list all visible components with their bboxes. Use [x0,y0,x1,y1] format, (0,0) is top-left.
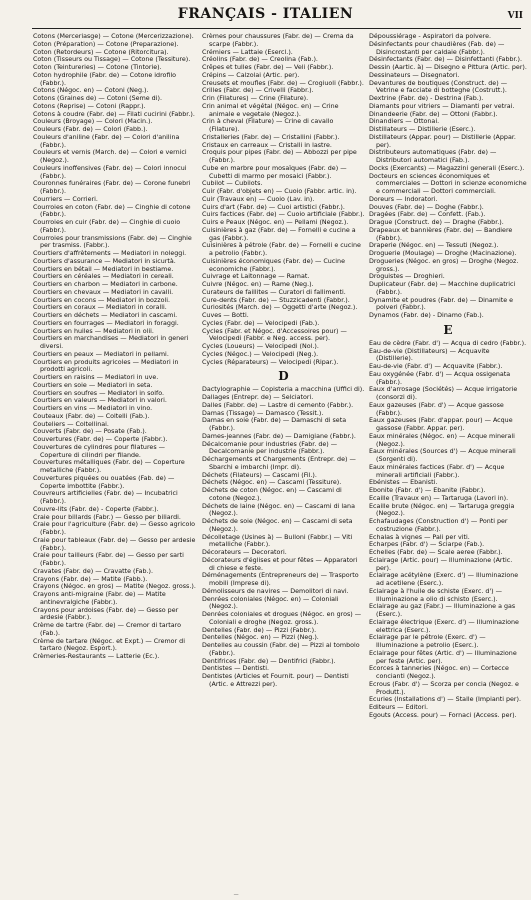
dictionary-entry: Denrées coloniales (Négoc. en) — Coloniali (Negoz.). [202,595,339,611]
dictionary-entry: Curiosités (March. de) — Oggetti d'arte (Negoz.). [202,304,358,312]
dictionary-entry: Eclairage acétylène (Exerc. d') — Illuminazione ad acetilene (Eserc.). [369,572,519,587]
dictionary-entry: Crayons (Fabr. de) — Matite (Fabb.). [33,575,148,583]
dictionary-entry: Couverts (Fabr. de) — Posate (Fab.). [33,428,147,436]
dictionary-entry: Dalles (Fabbr. de) — Lastre di cemento (Fabbr.). [202,401,354,409]
dictionary-entry: Crayons pour ardoises (Fabr. de) — Gesso per ardesie (Fabbr.). [33,606,179,622]
dictionary-entry: Ecrous (Fabr. d') — Scorza per concia (Negoz. e Produtt.). [369,680,519,696]
dictionary-entry: Dames-jeannes (Fabr. de) — Damigiane (Fabbr.). [202,432,356,440]
dictionary-entry: Dactylographie — Copisteria a macchina (Uffici di). [202,386,365,394]
dictionary-entry: Eclairage par le pétrole (Exerc. d') — Illuminazione a petrolio (Eserc.). [369,634,486,649]
dictionary-entry: Crépins — Calzolai (Artic. per). [202,71,300,79]
dictionary-entry: Cycles (Fabr. et Négoc. d'Accessoires pour) — Velocipedi (Fabbr. e Neg. access. per). [202,327,347,343]
header-rule [32,28,521,29]
dictionary-entry: Cotons (Merceriasge) — Cotone (Mercerizzazione). [33,33,194,40]
footer-mark: — [233,892,239,898]
dictionary-entry: Cuivrage et Laitonnage — Ramat. [202,273,310,281]
dictionary-entry: Courtiers en fourrages — Mediatori in foraggi. [33,319,179,327]
dictionary-entry: Cuves — Botti. [202,312,249,319]
column-left [33,33,196,886]
dictionary-entry: Eaux minérales (Sources d') — Acque minerali (Sorgenti di). [369,448,516,463]
dictionary-entry: Cuir (Fabr. d'objets en) — Cuoio (Fabbr. artic. in). [202,188,357,195]
dictionary-entry: Damas en soie (Fabr. de) — Damaschi di seta (Fabbr.). [202,417,347,432]
dictionary-entry: Courtiers en soie — Mediatori in seta. [33,381,153,389]
dictionary-entry: Coton (Teintureries) — Cotone (Tintorie). [33,64,162,71]
column-right [369,33,527,886]
dictionary-entry: Décolletage (Usines à) — Bulloni (Fabbr.) — Viti metalliche (Fabbr.). [202,533,353,549]
dictionary-entry: Cotons (Graines de) — Cotoni (Seme di). [33,95,162,102]
dictionary-entry: Dentifrices (Fabr. de) — Dentifrici (Fabbr.). [202,657,336,665]
dictionary-entry: Dessin (Aartic. à) — Disegno e Pittura (Artic. per). [369,64,527,71]
dictionary-entry: Craie pour billards (Fabr.) — Gesso per biliardi. [33,513,181,521]
dictionary-entry: Drague (Construct. de) — Draghe (Fabbr.). [369,219,504,226]
dictionary-entry: Courtiers en charbon — Mediatori in carbone. [33,281,178,288]
dictionary-entry: Docks (Exercants) — Magazzini generali (Eserc.). [369,164,525,172]
dictionary-entry: Crin animal et végétal (Négoc. en) — Crine animale e vegetale (Negoz.). [202,102,339,118]
dictionary-entry: Cuivre (Négoc. en) — Rame (Neg.). [202,281,314,288]
dictionary-entry: Eclairage électrique (Exerc. d') — Illuminazione elettrica (Eserc.). [369,618,519,634]
dictionary-entry: Crèmes pour chaussures (Fabr. de) — Crema da scarpe (Fabbr.). [202,33,354,48]
dictionary-entry: Ecuries (Installations d') — Stalle (Impianti per). [369,696,522,704]
dictionary-entry: Couleurs (Fabr. de) — Colori (Fabb.). [33,126,148,133]
section-letter: E [443,322,453,337]
dictionary-entry: Devantures de boutiques (Construct. de) — Vetrine e facciate di botteghe (Costrutt.). [369,79,508,95]
dictionary-entry: Courtiers en céréales — Mediatori in cereali. [33,273,174,281]
dictionary-entry: Cotons (Négoc. en) — Cotoni (Neg.). [33,87,149,95]
dictionary-entry: Déchets (Négoc. en) — Cascami (Tessiture). [202,479,342,487]
dictionary-entry: Echalas à vignes — Pali per viti. [369,533,470,541]
dictionary-entry: Courriers — Corrieri. [33,195,98,203]
dictionary-entry: Docteurs en sciences économiques et commerciales — Dottori in scienze economiche e commerciali — Dottori commerciali. [369,172,527,195]
dictionary-entry: Cube en marbre pour mosaïques (Fabr. de) — Cubetti di marmo per mosaici (Fabbr.). [202,164,347,180]
dictionary-entry: Eclairage au gaz (Fabr.) — Illuminazione a gas (Eserc.). [369,603,516,618]
dictionary-entry: Courtiers en soufres — Mediatori in solfo. [33,389,165,397]
dictionary-entry: Coton (Retordeurs) — Cotone (Ritorcitura). [33,48,169,56]
page-number: VII [507,11,523,21]
dictionary-entry: Curateurs de faillites — Curatori di fallimenti. [202,288,346,296]
dictionary-entry: Décorateurs — Decoratori. [202,549,287,556]
dictionary-entry: Dinandiers — Ottonai. [369,118,440,126]
dictionary-entry: Dentistes — Dentisti. [202,665,270,673]
dictionary-entry: Craie pour tableaux (Fabr. de) — Gesso per ardesie (Fabbr.). [33,536,196,552]
dictionary-entry: Crèmeries-Restaurants — Latterie (Ec.). [33,653,160,660]
dictionary-entry: Diamants pour vitriers — Diamanti per vetrai. [369,102,515,110]
dictionary-entry: Cristalleries (Fabr. de) — Cristallini (Fabbr.). [202,133,340,141]
dictionary-entry: Ecaille brute (Négoc. en) — Tartaruga greggia (Negoz.). [369,502,515,518]
dictionary-entry: Courtiers en valeurs — Mediatori in valori. [33,397,167,405]
dictionary-entry: Crème de tartare (Négoc. et Expt.) — Cremor di tartaro (Negoz. Esport.). [33,637,185,653]
dictionary-entry: Coton hydrophile (Fabr. de) — Cotone idrofilo (Fabbr.). [33,71,177,87]
dictionary-entry: Draperie (Négoc. en) — Tessuti (Negoz.). [369,242,499,250]
dictionary-entry: Courroies en coton (Fabr. de) — Cinghie di cotone (Fabbr.). [33,203,191,219]
dictionary-entry: Duplicateur (Fabr. de) — Macchine duplicatrici (Fabbr.). [369,281,516,296]
dictionary-entry: Crayons anti-migraine (Fabr. de) — Matite antinevralgiche (Fabbr.). [33,591,166,606]
dictionary-entry: Déchets de soie (Négoc. en) — Cascami di seta (Negoz.). [202,518,353,533]
dictionary-entry: Doreurs — Indoratori. [369,195,438,203]
dictionary-entry: Drapeaux et bannières (Fabr. de) — Bandiere (Fabbr.). [369,226,513,242]
dictionary-entry: Dentistes (Articles et Fournit. pour) — Dentisti (Artic. e Attrezzi per). [202,673,349,688]
dictionary-entry: Courtiers en peaux — Mediatori in pellami. [33,350,169,358]
dictionary-entry: Cycles (Fabr. de) — Velocipedi (Fab.). [202,319,320,327]
dictionary-entry: Couvertures métalliques (Fabr. de) — Coperture metalliche (Fabbr.). [33,459,185,474]
dictionary-entry: Croquis pour pipes (Fabr. de) — Abbozzi per pipe (Fabbr.). [202,149,357,164]
dictionary-entry: Dentelles (Négoc. en) — Pizzi (Neg.). [202,634,319,642]
dictionary-entry: Eaux minérales (Négoc. en) — Acque minerali (Negoz.). [369,432,515,448]
dictionary-entry: Coton (Préparation) — Cotone (Preparazione). [33,40,179,48]
dictionary-entry: Déménagements (Entrepreneurs de) — Trasporto mobili (Imprese di). [202,572,359,587]
dictionary-entry: Eaux gazeuses (Fabr. d'appar. pour) — Acque gassose (Fabbr. Appar. per). [369,417,513,432]
dictionary-entry: Cravates (Fabr. de) — Cravatte (Fab.). [33,567,153,575]
dictionary-entry: Courtiers en vins — Mediatori in vino. [33,405,153,412]
dictionary-entry: Distillateurs — Distillerie (Eserc.). [369,126,476,133]
dictionary-entry: Dragées (Fabr. de) — Confett. (Fab.). [369,211,486,219]
dictionary-entry: Cotons à coudre (Fabr. de) — Filati cucirini (Fabbr.). [33,110,195,118]
dictionary-entry: Cuirs d'art (Fabr. de) — Cuoi artistici (Fabbr.). [202,203,345,211]
dictionary-entry: Dallages (Entrepr. de) — Selciatori. [202,394,314,401]
dictionary-entry: Cuir (Travaux en) — Cuoio (Lav. in). [202,195,315,203]
dictionary-entry: Dynamos (Fabr. de) - Dinamo (Fab.). [369,312,484,319]
dictionary-entry: Couteaux (Fabr. de) — Coltelli (Fab.). [33,412,150,420]
dictionary-entry: Dépoussiérage - Aspiratori da polvere. [369,33,492,40]
dictionary-entry: Couronnes funéraires (Fabr. de) — Corone funebri (Fabbr.). [33,180,191,195]
dictionary-entry: Droguistes — Droghieri. [369,273,445,281]
dictionary-entry: Cure-dents (Fabr. de) — Stuzzicadenti (Fabbr.). [202,296,350,304]
dictionary-entry: Courtiers en raisins — Mediatori in uve. [33,374,159,381]
dictionary-entry: Crin à cheval (Filature) — Crine di cavallo (Filature). [202,118,334,133]
dictionary-entry: Editeurs — Editori. [369,704,429,711]
dictionary-entry: Cuisinières à pétrole (Fabr. de) — Fornelli e cucine a petrolio (Fabbr.). [202,242,361,257]
dictionary-entry: Eclairage pour fêtes (Artic. d') — Illuminazione per feste (Artic. per). [369,649,517,665]
dictionary-entry: Démolisseurs de navires — Demolitori di navi. [202,587,349,595]
dictionary-entry: Créolins (Fabr. de) — Creolina (Fab.). [202,56,318,64]
dictionary-entry: Désinfectants (Fabr. de) — Disinfettanti (Fabbr.). [369,56,523,64]
dictionary-entry: Couleurs d'aniline (Fabr. de) — Colori d'anilina (Fabbr.). [33,133,180,149]
dictionary-entry: Crayons (Négoc. en gros) — Matite (Negoz. gross.). [33,583,196,591]
dictionary-entry: Denrées coloniales et drogues (Négoc. en gros) — Coloniali e droghe (Negoz. gross.). [202,611,362,626]
dictionary-entry: Cristaux en carreaux — Cristalli in lastre. [202,141,332,149]
dictionary-entry: Cuirs e Peaux (Négoc. en) — Pellami (Negoz.). [202,219,349,226]
dictionary-entry: Eaux gazeuses (Fabr. d') — Acque gassose (Fabbr.). [369,401,504,417]
dictionary-entry: Douves (Fabr. de) — Doghe (Fabbr.). [369,203,484,211]
dictionary-entry: Courtiers en bétail — Mediatori in bestiame. [33,265,174,273]
dictionary-entry: Echafaudages (Construction d') — Ponti per costruzione (Fabbr.). [369,518,508,533]
dictionary-entry: Dessinateurs — Disegnatori. [369,71,460,79]
dictionary-entry: Désinfectants pour chaudières (Fab. de) — Disincrostanti per caldaie (Fabbr.). [369,40,505,56]
dictionary-entry: Damas (Tissage) — Damasco (Tessit.). [202,409,324,417]
dictionary-entry: Courroies en cuir (Fabr. de) — Cinghie di cuoio (Fabbr.). [33,219,181,234]
dictionary-entry: Cotons (Reprise) — Cotoni (Rappr.). [33,102,146,110]
section-letter: D [278,369,289,384]
dictionary-entry: Courtiers en cocons — Mediatori in bozzoli. [33,296,171,304]
dictionary-entry: Couvertures de cylindres pour filatures — Coperture di cilindri per filande. [33,443,165,459]
dictionary-entry: Drogueries (Négoc. en gros) — Droghe (Negoz. gross.). [369,257,519,273]
dictionary-entry: Courtiers d'assurance — Mediatori in sicurtà. [33,257,176,265]
dictionary-entry: Ebonite (Fabr. d') — Ebanite (Fabbr.). [369,487,486,494]
dictionary-entry: Couvre-lits (Fabr. de) - Coperte (Fabbr.). [33,505,159,513]
dictionary-entry: Couleurs (Broyage) — Colori (Macin.). [33,118,153,126]
column-middle [202,33,365,886]
dictionary-entry: Eclairage (Artic. pour) — Illuminazione (Artic. per). [369,556,513,572]
dictionary-entry: Courtiers en marchandises — Mediatori in generi diversi. [33,335,189,350]
dictionary-entry: Distributeurs automatiques (Fabr. de) — Distributori automatici (Fab.). [369,149,497,164]
dictionary-entry: Crémiers — Lattaie (Esercl.). [202,48,293,56]
dictionary-entry: Cycles (Loueurs) — Velocipedi (Nol.). [202,343,319,350]
dictionary-entry: Ebénistes — Ebanisti. [369,479,438,487]
dictionary-entry: Déchets de coton (Négoc. en) — Cascami di cotone (Negoz.). [202,487,342,502]
dictionary-entry: Courtiers en coraux — Mediatori in coralli. [33,304,167,312]
dictionary-entry: Eclairage à l'huile de schiste (Exerc. d') — Illuminazione a olio di schisto (Eserc.). [369,587,503,603]
dictionary-entry: Crêpes et tulles (Fabr. de) — Veli (Fabbr.). [202,64,334,71]
dictionary-entry: Courtiers en déchets — Mediatori in cascami. [33,312,178,319]
dictionary-entry: Crème de tartre (Fabr. de) — Cremor di tartaro (Fab.). [33,622,181,637]
dictionary-entry: Coton (Tisseurs ou Tissage) — Cotone (Tessiture). [33,56,191,64]
dictionary-entry: Déchets de laine (Négoc. en) — Cascami di lana (Negoz.). [202,502,355,518]
dictionary-entry: Echelles (Fabr. de) — Scale aeree (Fabbr.). [369,549,503,556]
dictionary-entry: Cubilot — Cubilots. [202,180,263,188]
dictionary-entry: Couteliers — Coltellinai. [33,420,109,428]
dictionary-entry: Couleurs et vernis (March. de) — Colori e vernici (Negoz.). [33,149,187,164]
dictionary-entry: Eau-de-vie (Fabr. d') — Acquavite (Fabbr.). [369,363,503,370]
dictionary-entry: Ecaille (Travaux en) — Tartaruga (Lavori in). [369,494,509,502]
dictionary-entry: Décorateurs d'églises et pour fêtes — Apparatori di chiese e feste. [202,556,358,572]
dictionary-entry: Ecorces à tanneries (Négoc. en) — Cortecce concianti (Negoz.). [369,665,509,680]
page-title: FRANÇAIS - ITALIEN [177,6,354,22]
dictionary-entry: Déchets (Filateurs) — Cascami (Fil.). [202,471,317,479]
dictionary-entry: Droguerie (Moulage) — Droghe (Macinazione). [369,250,517,257]
dictionary-entry: Couleurs inoffensives (Fabr. de) — Colori innocui (Fabbr.). [33,164,187,180]
dictionary-entry: Cycles (Négoc.) — Velocipedi (Neg.). [202,350,319,358]
dictionary-entry: Déchargements et Chargements (Entrepr. de) — Sbarchi e imbarchi (Impr. di). [202,456,356,471]
dictionary-entry: Dinandeerie (Fabr. de) — Ottoni (Fabbr.). [369,110,498,118]
dictionary-entry: Courtiers d'affrètements — Mediatori in noleggi. [33,250,187,257]
dictionary-entry: Dentelles au coussin (Fabr. de) — Pizzi al tombolo (Fabbr.). [202,642,360,657]
dictionary-entry: Eaux d'arrosage (Sociétés) — Acque irrigatorie (consorzi di). [369,386,518,401]
dictionary-entry: Craie pour tailleurs (Fabr. de) — Gesso per sarti (Fabbr.). [33,552,184,567]
dictionary-entry: Dynamite et poudres (Fabr. de) — Dinamite e polveri (Fabbr.). [369,296,514,312]
dictionary-entry: Courroies pour transmissions (Fabr. de) — Cinghie per trasmiss. (Fabbr.). [33,234,192,250]
dictionary-entry: Dentelles (Fabr. de) — Pizzi (Fabbr.). [202,626,317,634]
dictionary-entry: Décalcomanie pour industries (Fabr. de) — Decalcomanie per industrie (Fabbr.). [202,440,338,456]
dictionary-entry: Eau oxygénée (Fabr. d') — Acqua ossigenata (Fabbr.). [369,370,511,386]
dictionary-entry: Courtiers en chevaux — Mediatori in cavalli. [33,288,174,296]
dictionary-entry: Distillateurs (Appar. pour) — Distillerie (Appar. per). [369,133,516,149]
dictionary-entry: Eau-de-vie (Distillateurs) — Acquavite (Distillerie). [369,347,490,363]
dictionary-entry: Eaux minérales factices (Fabr. d') — Acque minerali artificiali (Fabbr.). [369,463,505,479]
dictionary-entry: Cuisinières économiques (Fabr. de) — Cucine economiche (Fabbr.). [202,257,345,273]
dictionary-entry: Craie pour l'agriculture (Fabr. de) — Gesso agricolo (Fabbr.). [33,521,196,536]
dictionary-entry: Cuisinières à gaz (Fabr. de) — Fornelli e cucine a gas (Fabbr.). [202,226,356,242]
dictionary-entry: Dextrine (Fabr. de) - Destrina (Fab.). [369,95,484,102]
dictionary-entry: Egouts (Access. pour) — Fornaci (Access. per). [369,711,517,719]
dictionary-entry: Cycles (Réparateurs) — Velocipedi (Ripar.). [202,358,339,366]
dictionary-entry: Cuirs factices (Fabr. de) — Cuoio artificiale (Fabbr.). [202,211,365,219]
dictionary-entry: Couvertures piquées ou ouatées (Fab. de) — Coperte imbottite (Fabbr.). [33,474,175,490]
dictionary-entry: Echarpes (Fabr. d') — Sciarpe (Fab.). [369,541,485,549]
dictionary-entry: Couvreurs artificielles (Fabr. de) — Incubatrici (Fabbr.). [33,490,178,505]
dictionary-entry: Couvertures (Fabr. de) — Coperte (Fabbr.). [33,436,168,443]
dictionary-entry: Courtiers en produits agricoles — Mediatori in prodotti agricoli. [33,358,179,374]
dictionary-entry: Courtiers en huiles — Mediatori in olii. [33,327,154,335]
dictionary-entry: Creusets et moufles (Fabr. de) — Crogiuoli (Fabbr.). [202,79,364,87]
dictionary-entry: Crilles (Fabr. de) — Crivelli (Fabbr.). [202,87,314,95]
dictionary-entry: Eau de cèdre (Fabr. d') — Acqua di cedro (Fabbr.). [369,339,527,347]
dictionary-entry: Crin (Filatures) — Crine (Filature). [202,95,309,102]
